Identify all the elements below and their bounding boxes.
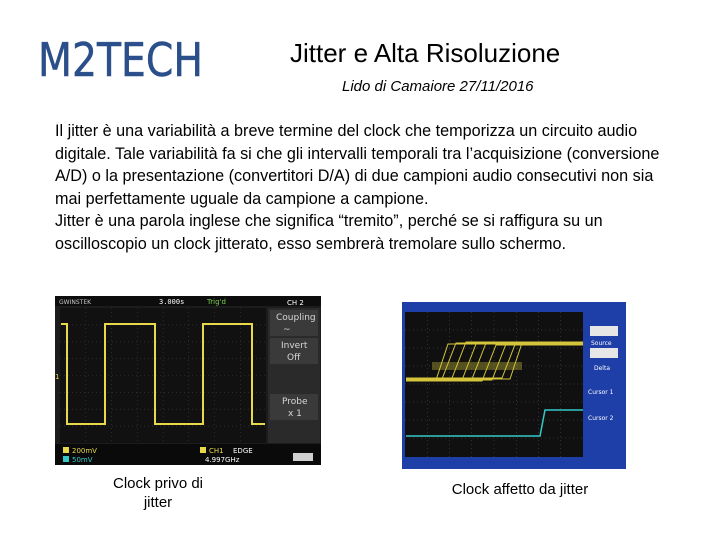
- oscilloscope-clean-clock-image: [55, 296, 321, 465]
- caption-jitter-clock: Clock affetto da jitter: [451, 481, 589, 498]
- oscilloscope-jitter-clock-image: [402, 302, 626, 469]
- scope-menu-off: Off: [287, 353, 301, 363]
- scope-brand-label: GWINSTEK: [59, 299, 92, 306]
- scope-menu-probe: Probe: [282, 397, 308, 407]
- body-text: [55, 120, 665, 255]
- svg-text:1: 1: [55, 373, 60, 381]
- logo-text: M2TECH: [38, 33, 203, 87]
- scope-trig-label: Trig'd: [207, 298, 226, 306]
- page-title: Jitter e Alta Risoluzione: [290, 38, 561, 68]
- scope-time-label: 3.000s: [159, 298, 185, 306]
- scope2-side-cursor2: Cursor 2: [588, 415, 614, 422]
- paragraph-definition: Il jitter è una variabilità a breve termine del clock che temporizza un circuito audio digitale. Tale variabilità fa si che gli intervalli temporali tra l’acquisizione (conversione A/D) o la presentazione (convertitori D/A) di due campioni audio consecutivi non sia mai perfettamente uguale da campione a campione.: [55, 122, 660, 208]
- scope-status-source: CH1: [209, 447, 224, 455]
- svg-text:~: ~: [283, 325, 291, 335]
- scope2-side-source: Source: [591, 340, 612, 347]
- scope-status-ch2-volts: 50mV: [72, 456, 93, 464]
- scope-status-freq: 4.997GHz: [205, 456, 240, 464]
- page-subtitle: Lido di Camaiore 27/11/2016: [342, 78, 534, 95]
- scope-menu-invert: Invert: [281, 341, 308, 351]
- paragraph-etymology: Jitter è una parola inglese che significa “tremito”, perché se si raffigura su un oscilloscopio un clock jitterato, esso sembrerà tremolare sullo schermo.: [55, 212, 603, 253]
- scope2-side-cursor1: Cursor 1: [588, 389, 614, 396]
- scope-status-ch1-volts: 200mV: [72, 447, 97, 455]
- scope-menu-x1: x 1: [288, 409, 302, 419]
- caption-clean-clock: Clock privo di jitter: [112, 475, 204, 511]
- scope-menu-coupling: Coupling: [276, 313, 316, 323]
- scope2-side-delta: Delta: [594, 365, 611, 372]
- scope-channel-label: CH 2: [287, 299, 304, 307]
- scope-status-trigger: EDGE: [233, 447, 253, 455]
- m2tech-logo: [38, 33, 203, 87]
